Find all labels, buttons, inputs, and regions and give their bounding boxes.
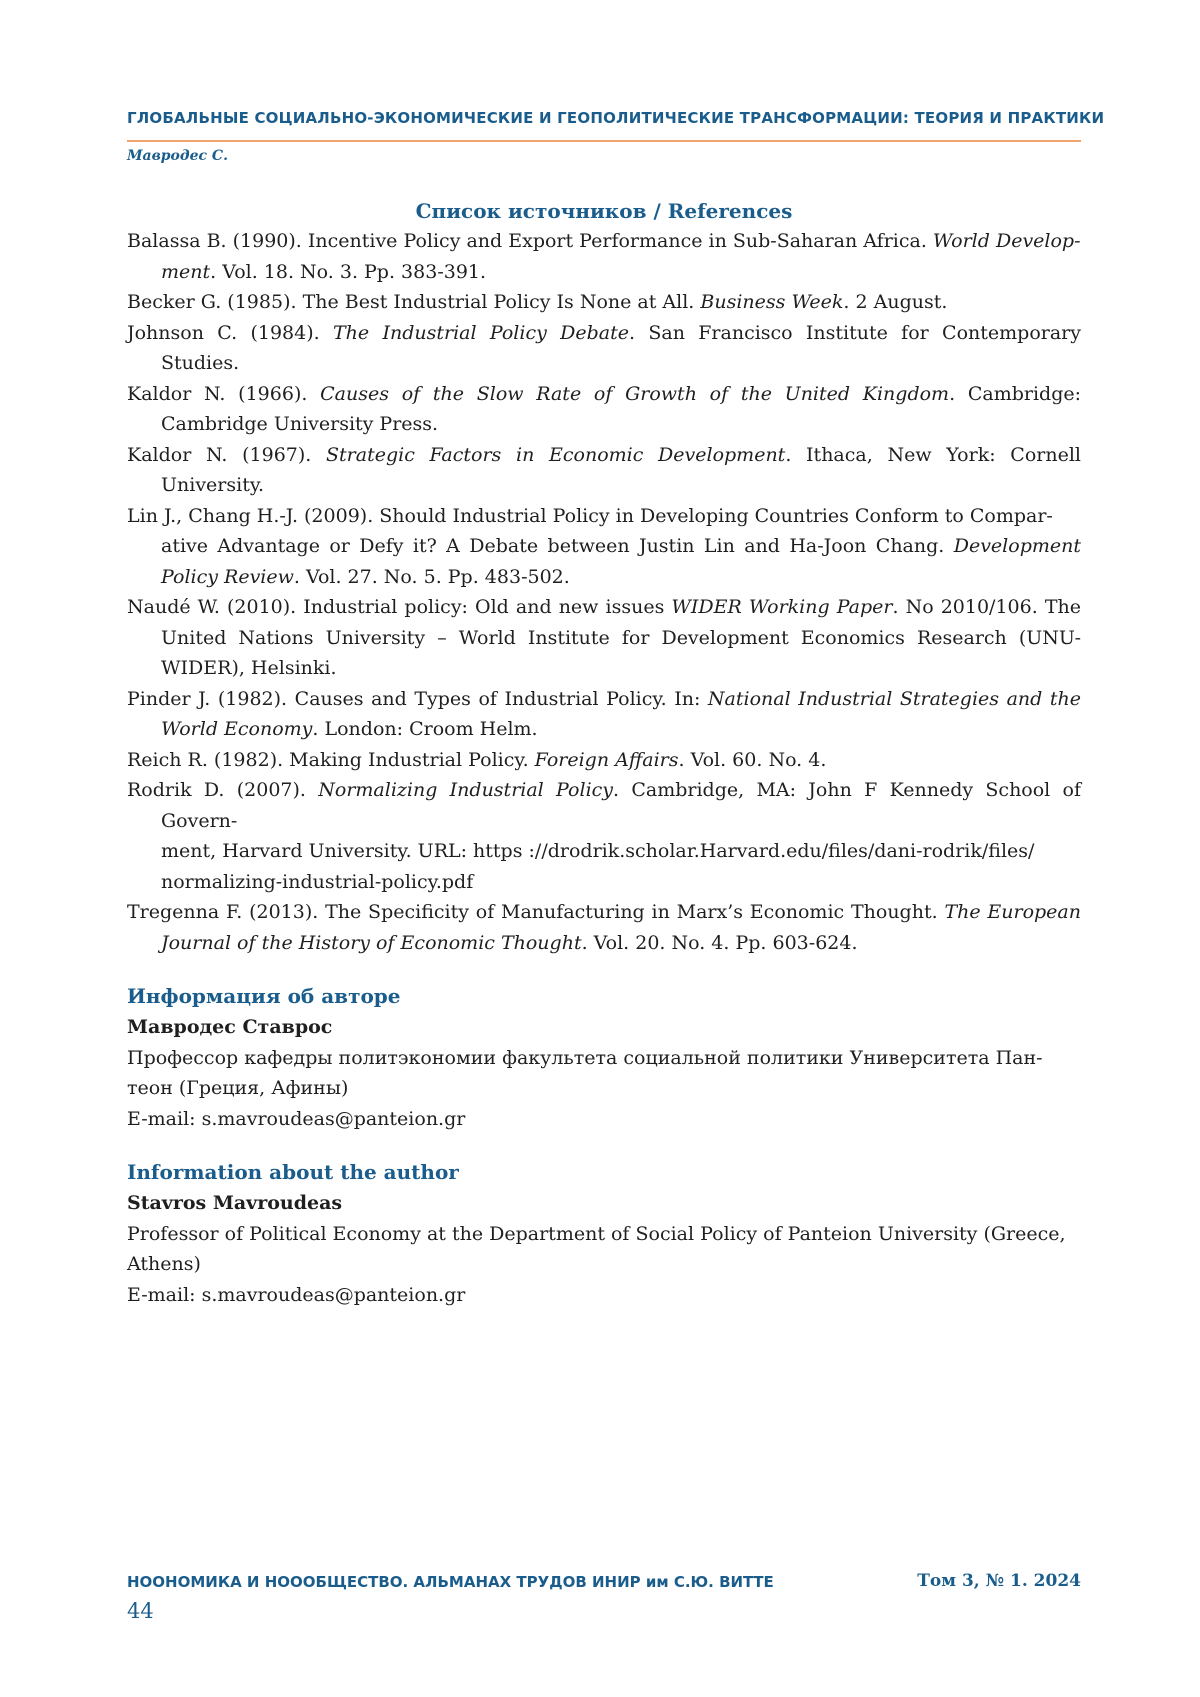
reference-text: Johnson C. (1984). bbox=[127, 321, 333, 344]
reference-text: Rodrik D. (2007). bbox=[127, 779, 319, 801]
reference-text: Tregenna F. (2013). The Specificity of Manufacturing in Marx’s Economic Thought. bbox=[127, 901, 945, 923]
reference-item bbox=[127, 684, 1081, 745]
reference-source-title: World Develop- ment bbox=[161, 230, 1081, 283]
page-number: 44 bbox=[127, 1599, 154, 1623]
reference-item bbox=[127, 775, 1081, 897]
reference-source-title: Strategic Factors in Economic Development bbox=[326, 443, 786, 466]
reference-source-title: National Industrial Strategies and the World Economy bbox=[161, 687, 1081, 740]
reference-item bbox=[127, 318, 1081, 379]
author-info-heading-ru: Информация об авторе bbox=[127, 984, 401, 1008]
reference-item bbox=[127, 440, 1081, 501]
author-email-ru[interactable]: E-mail: s.mavroudeas@panteion.gr bbox=[127, 1107, 466, 1130]
references-heading: Список источников / References bbox=[415, 199, 793, 223]
reference-source-title: WIDER Working Paper bbox=[671, 596, 893, 618]
reference-item bbox=[127, 379, 1081, 440]
reference-details: . Ithaca, New York: Cornell University. bbox=[161, 443, 1081, 496]
reference-item bbox=[127, 501, 1081, 593]
reference-details: . Cambridge: Cambridge University Press. bbox=[161, 382, 1081, 435]
reference-source-title: Development Policy Review bbox=[161, 535, 1081, 588]
references-list bbox=[127, 226, 1081, 958]
reference-text: Kaldor N. (1966). bbox=[127, 382, 321, 405]
reference-source-title: Foreign Affairs bbox=[534, 748, 679, 771]
author-info-heading-en: Information about the author bbox=[127, 1160, 459, 1184]
journal-name: НООНОМИКА И НОООБЩЕСТВО. АЛЬМАНАХ ТРУДОВ ИНИР им С.Ю. ВИТТЕ bbox=[127, 1573, 774, 1591]
author-tag: Мавродес С. bbox=[127, 148, 228, 164]
reference-text: Kaldor N. (1967). bbox=[127, 443, 327, 466]
author-position-ru: Профессор кафедры политэкономии факультета социальной политики Университета Пан- теон (Греция, Афины) bbox=[127, 1046, 1043, 1099]
reference-details: . No 2010/106. The United Nations University – World Institute for Development Economics Research (UNU-WIDER), Helsinki. bbox=[161, 596, 1081, 679]
running-title: ГЛОБАЛЬНЫЕ СОЦИАЛЬНО-ЭКОНОМИЧЕСКИЕ И ГЕОПОЛИТИЧЕСКИЕ ТРАНСФОРМАЦИИ: ТЕОРИЯ И ПРАКТИКИ bbox=[127, 109, 1105, 127]
reference-source-title: The European Journal of the History of Economic Thought bbox=[161, 901, 1081, 954]
reference-text: Reich R. (1982). Making Industrial Policy. bbox=[127, 748, 535, 771]
reference-details: . 2 August. bbox=[843, 291, 948, 313]
reference-item bbox=[127, 592, 1081, 684]
header-divider bbox=[127, 140, 1081, 142]
reference-details: . Vol. 18. No. 3. Pp. 383-391. bbox=[210, 260, 487, 283]
author-position-en: Professor of Political Economy at the Department of Social Policy of Panteion University (Greece, Athens) bbox=[127, 1222, 1066, 1275]
reference-details: . Vol. 60. No. 4. bbox=[678, 748, 827, 771]
reference-text: Pinder J. (1982). Causes and Types of Industrial Policy. In: bbox=[127, 687, 708, 710]
reference-details: . San Francisco Institute for Contemporary Studies. bbox=[161, 321, 1081, 374]
reference-item bbox=[127, 897, 1081, 958]
reference-source-title: Business Week bbox=[700, 291, 844, 313]
author-name-en: Stavros Mavroudeas bbox=[127, 1192, 343, 1214]
reference-source-title: Causes of the Slow Rate of Growth of the United Kingdom bbox=[320, 382, 950, 405]
reference-details: . London: Croom Helm. bbox=[312, 718, 538, 740]
author-name-ru: Мавродес Ставрос bbox=[127, 1016, 333, 1038]
author-email-en[interactable]: E-mail: s.mavroudeas@panteion.gr bbox=[127, 1283, 466, 1306]
page-content bbox=[127, 196, 1081, 1310]
reference-source-title: The Industrial Policy Debate bbox=[333, 321, 629, 344]
reference-item bbox=[127, 287, 1081, 318]
reference-item bbox=[127, 745, 1081, 776]
reference-details: . Vol. 27. No. 5. Pp. 483-502. bbox=[293, 565, 570, 588]
reference-details: . Vol. 20. No. 4. Pp. 603-624. bbox=[581, 931, 858, 954]
reference-text: Naudé W. (2010). Industrial policy: Old and new issues bbox=[127, 596, 672, 618]
reference-source-title: Normalizing Industrial Policy bbox=[318, 779, 614, 801]
reference-details: . Cambridge, MA: John F Kennedy School of Govern- ment, Harvard University. URL: https ://drodrik.scholar.Harvard.edu/files/dani-rodrik/files/ normalizing-industrial-policy.pdf bbox=[161, 779, 1082, 893]
reference-item bbox=[127, 226, 1081, 287]
reference-text: Lin J., Chang H.-J. (2009). Should Industrial Policy in Developing Countries Conform to Compar- ative Advantage or Defy it? A Debate between Justin Lin and Ha-Joon Chang. bbox=[127, 504, 1053, 557]
issue-info: Том 3, № 1. 2024 bbox=[917, 1571, 1081, 1591]
reference-text: Balassa B. (1990). Incentive Policy and Export Performance in Sub-Saharan Africa. bbox=[127, 230, 933, 252]
reference-text: Becker G. (1985). The Best Industrial Policy Is None at All. bbox=[127, 291, 701, 313]
